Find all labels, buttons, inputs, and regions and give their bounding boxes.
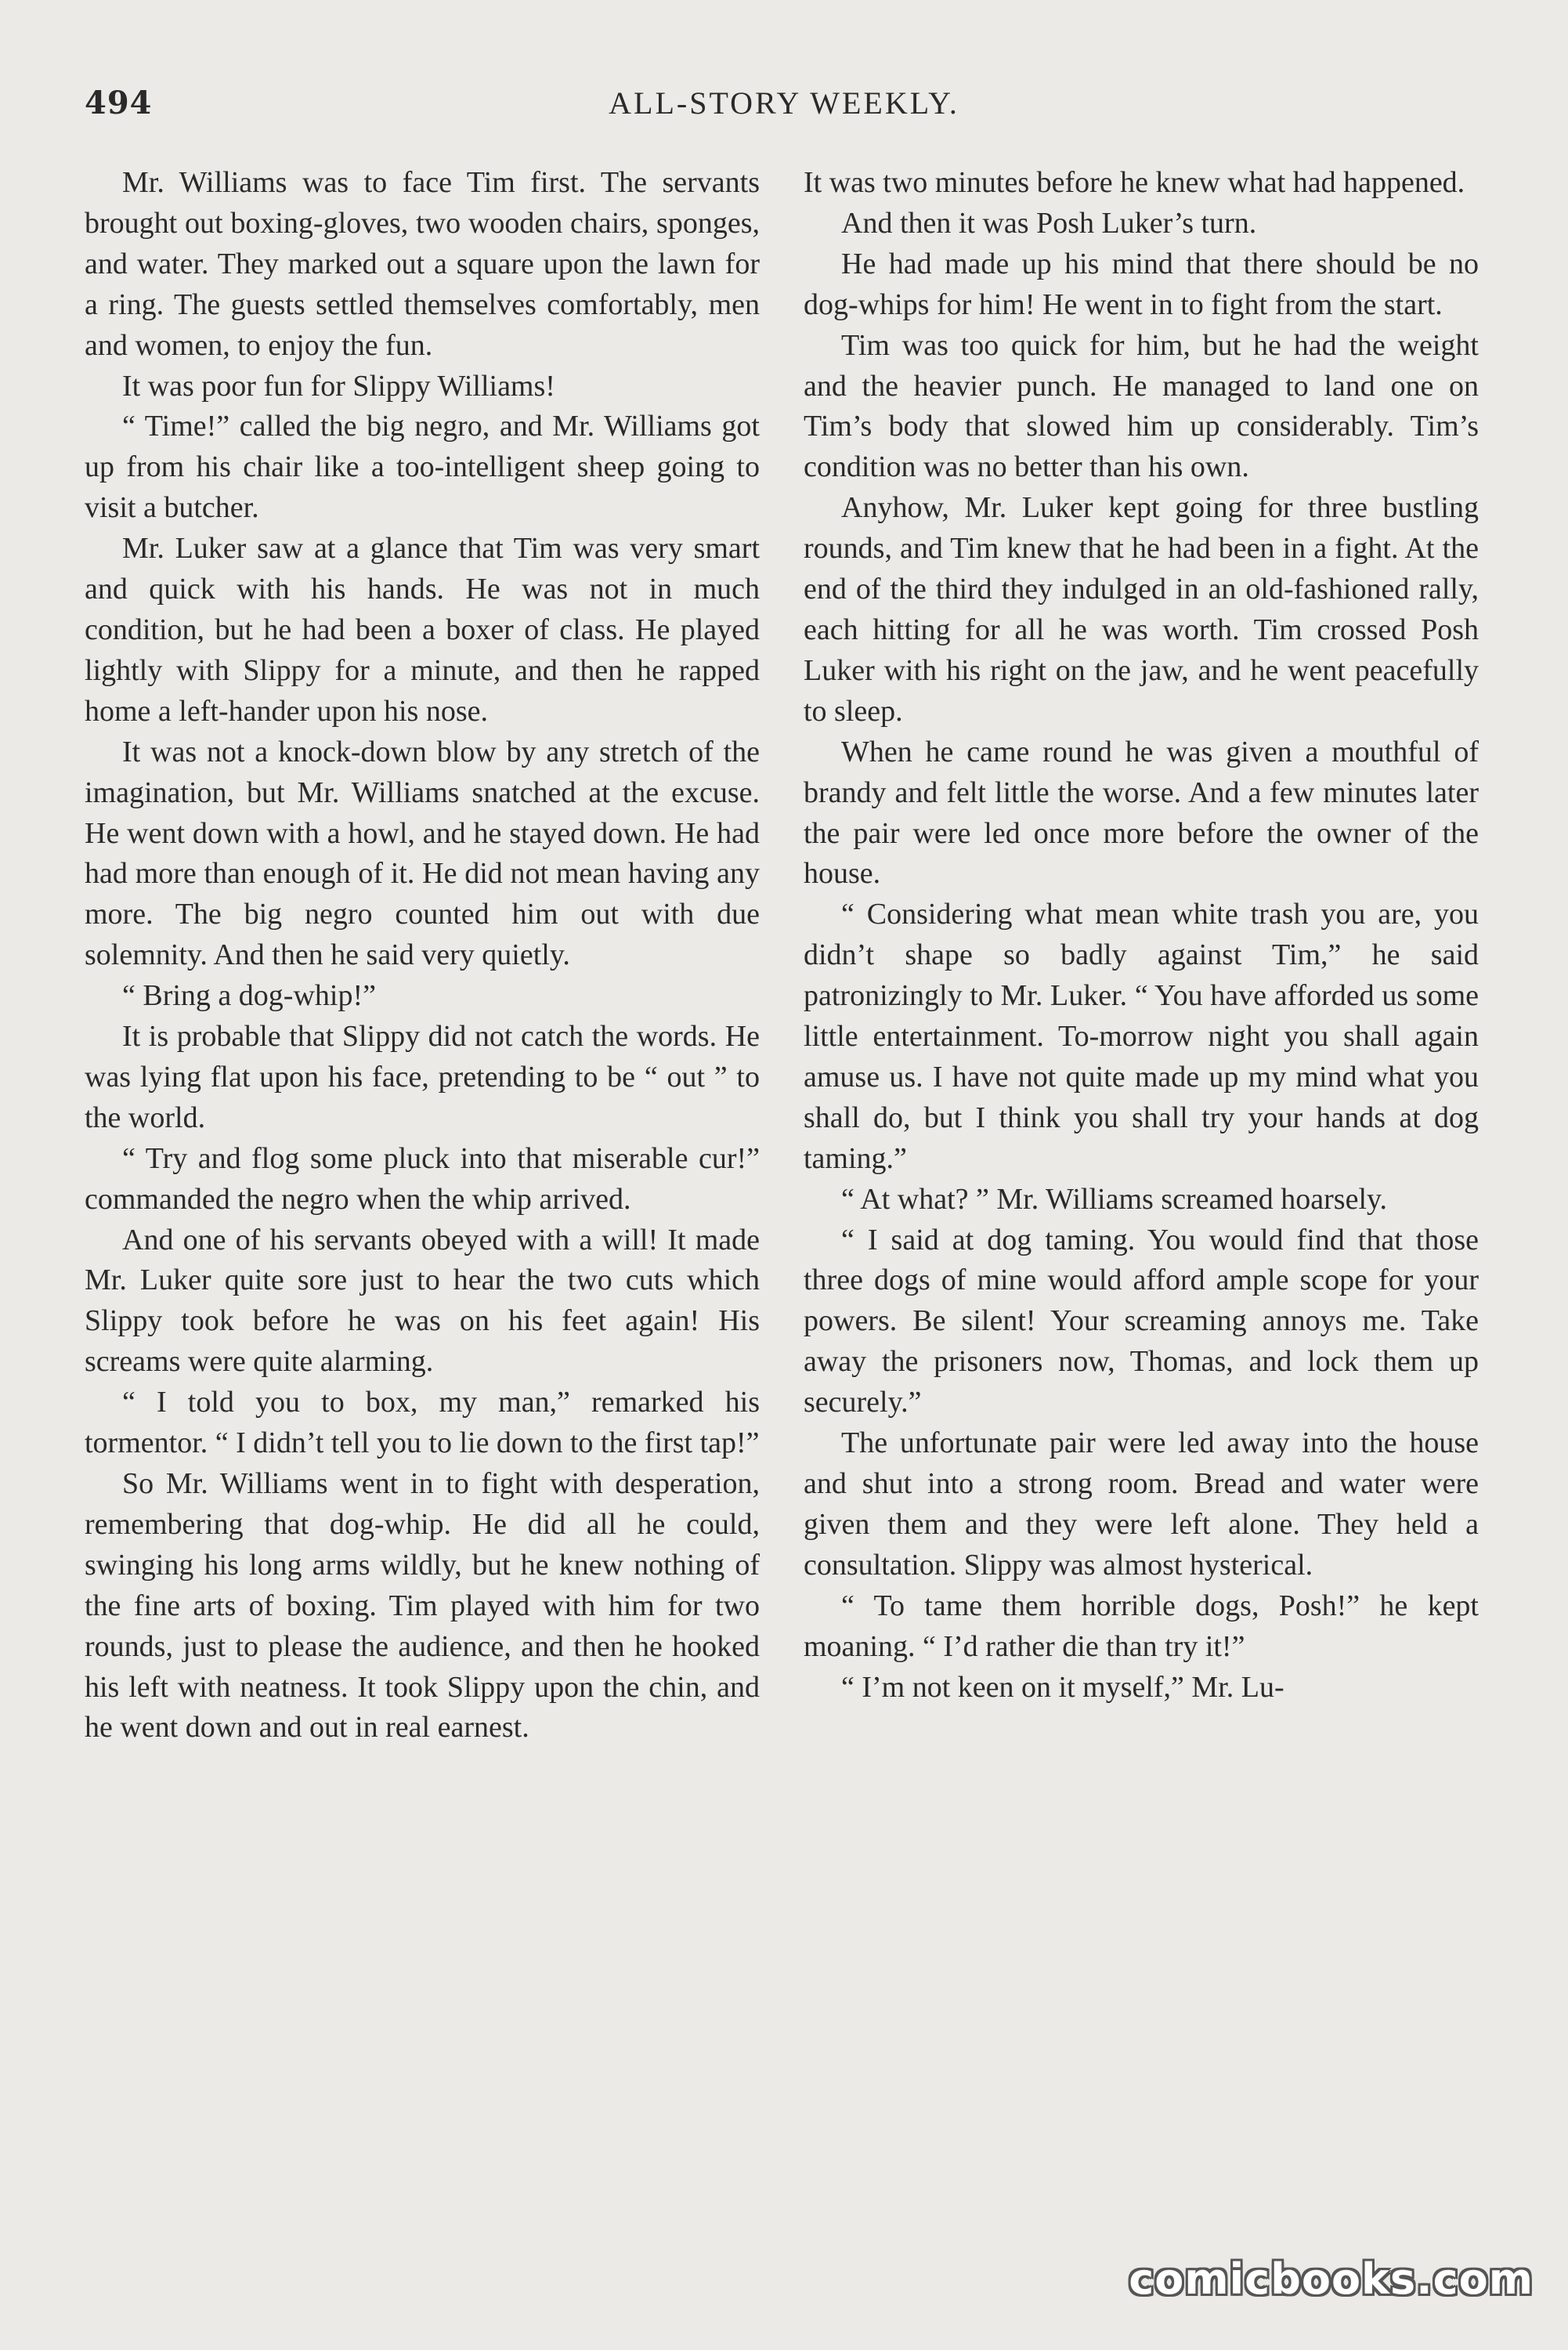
paragraph: “ Try and flog some pluck into that miserable cur!” commanded the negro when the whip arrived. (85, 1141, 760, 1216)
paragraph: Mr. Luker saw at a glance that Tim was very smart and quick with his hands. He was not in much condition, but he had been a boxer of class. He played lightly with Slippy for a minute, and then he rapped home a left-hander upon his nose. (85, 532, 760, 728)
left-column (85, 163, 760, 1748)
page-header (0, 85, 1568, 132)
paragraph: It was not a knock-down blow by any stretch of the imagination, but Mr. Williams snatched at the excuse. He went down with a howl, and he stayed down. He had had more than enough of it. He did not mean having any more. The big negro counted him out with due solemnity. And then he said very quietly. (85, 735, 760, 972)
paragraph: And one of his servants obeyed with a will! It made Mr. Luker quite sore just to hear the two cuts which Slippy took before he was on his feet again! His screams were quite alarming. (85, 1223, 760, 1379)
page-number: 494 (85, 85, 153, 121)
paragraph: It was two minutes before he knew what had happened. (804, 166, 1465, 199)
paragraph: “ To tame them horrible dogs, Posh!” he kept moaning. “ I’d rather die than try it!” (804, 1589, 1479, 1663)
paragraph: “ Bring a dog-whip!” (122, 979, 376, 1013)
paragraph: When he came round he was given a mouthful of brandy and felt little the worse. And a few minutes later the pair were led once more before the owner of the house. (804, 735, 1479, 891)
paragraph: It is probable that Slippy did not catch the words. He was lying flat upon his face, pretending to be “ out ” to the world. (85, 1020, 760, 1134)
paragraph: He had made up his mind that there should be no dog-whips for him! He went in to fight from the start. (804, 247, 1479, 321)
paragraph: “ Considering what mean white trash you are, you didn’t shape so badly against Tim,” he said patronizingly to Mr. Luker. “ You have afforded us some little entertainment. To-morrow night you shall again amuse us. I have not quite made up my mind what you shall do, but I think you shall try your hands at dog taming.” (804, 898, 1479, 1175)
watermark: comicbooks.com (1129, 2254, 1534, 2304)
paragraph: “ I’m not keen on it myself,” Mr. Lu- (841, 1670, 1284, 1704)
paragraph: Tim was too quick for him, but he had the weight and the heavier punch. He managed to land one on Tim’s body that slowed him up considerably. Tim’s condition was no better than his own. (804, 328, 1479, 484)
right-column (804, 163, 1479, 1708)
running-head: ALL-STORY WEEKLY. (609, 85, 959, 121)
paragraph: “ I said at dog taming. You would find that those three dogs of mine would afford ample scope for your powers. Be silent! Your screaming annoys me. Take away the prisoners now, Thomas, and lock them up securely.” (804, 1223, 1479, 1419)
paragraph: The unfortunate pair were led away into the house and shut into a strong room. Bread and water were given them and they were left alone. They held a consultation. Slippy was almost hysterical. (804, 1426, 1479, 1582)
paragraph: It was poor fun for Slippy Williams! (122, 369, 555, 403)
paragraph: “ I told you to box, my man,” remarked his tormentor. “ I didn’t tell you to lie down to the first tap!” (85, 1386, 760, 1460)
paragraph: So Mr. Williams went in to fight with desperation, remembering that dog-whip. He did all he could, swinging his long arms wildly, but he knew nothing of the fine arts of boxing. Tim played with him for two rounds, just to please the audience, and then he hooked his left with neatness. It took Slippy upon the chin, and he went down and out in real earnest. (85, 1467, 760, 1744)
paragraph: And then it was Posh Luker’s turn. (841, 206, 1257, 240)
paragraph: “ At what? ” Mr. Williams screamed hoarsely. (841, 1182, 1388, 1216)
paragraph: Mr. Williams was to face Tim first. The servants brought out boxing-gloves, two wooden chairs, sponges, and water. They marked out a square upon the lawn for a ring. The guests settled themselves comfortably, men and women, to enjoy the fun. (85, 166, 760, 362)
paragraph: “ Time!” called the big negro, and Mr. Williams got up from his chair like a too-intelligent sheep going to visit a butcher. (85, 410, 760, 525)
paragraph: Anyhow, Mr. Luker kept going for three bustling rounds, and Tim knew that he had been in a fight. At the end of the third they indulged in an old-fashioned rally, each hitting for all he was worth. Tim crossed Posh Luker with his right on the jaw, and he went peacefully to sleep. (804, 491, 1479, 728)
